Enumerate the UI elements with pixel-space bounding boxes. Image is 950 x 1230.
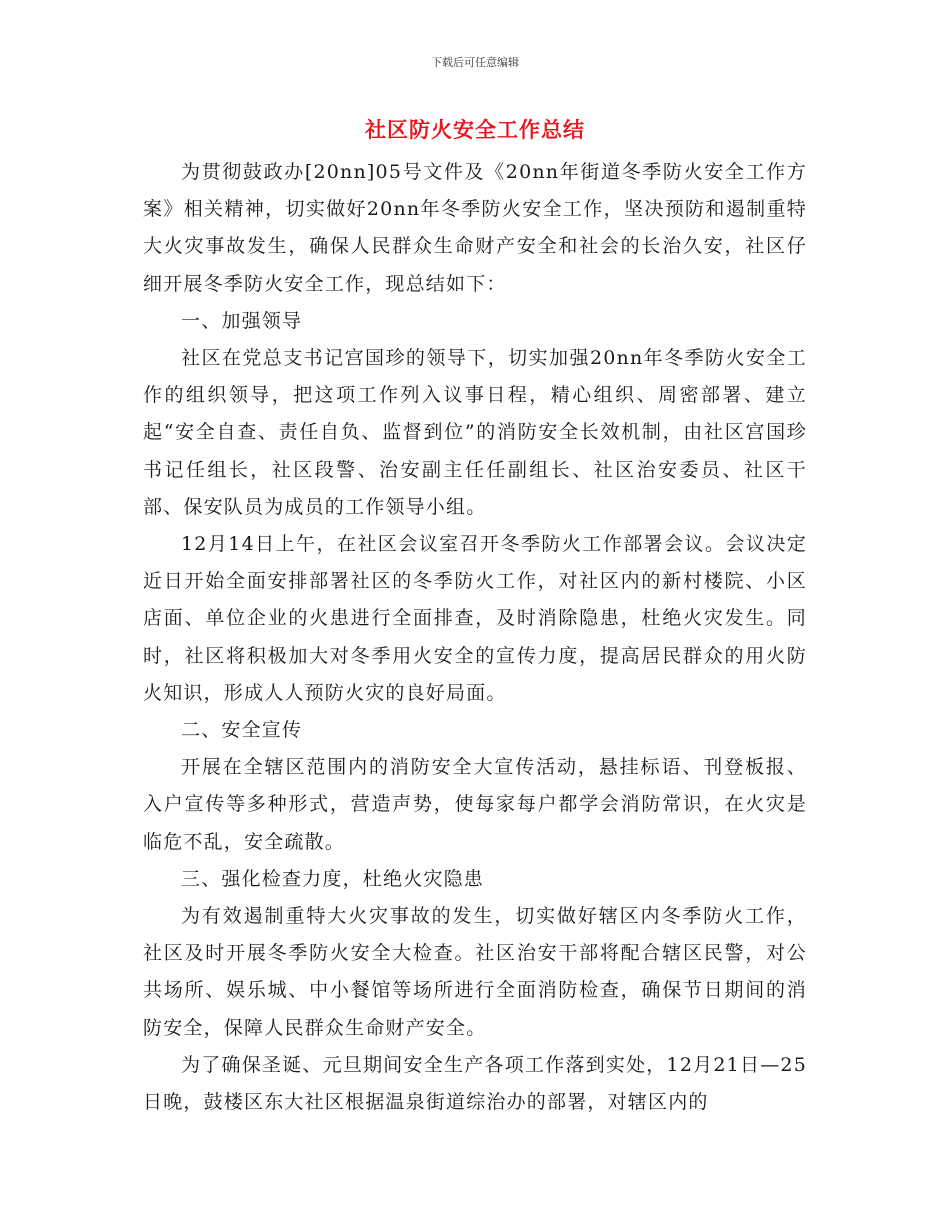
body-paragraph: 12月14日上午，在社区会议室召开冬季防火工作部署会议。会议决定近日开始全面安排部署社区的冬季防火工作，对社区内的新村楼院、小区店面、单位企业的火患进行全面排查，及时消除隐患，杜绝火灾发生。同时，社区将积极加大对冬季用火安全的宣传力度，提高居民群众的用火防火知识，形成人人预防火灾的良好局面。 bbox=[143, 533, 807, 704]
body-paragraph: 为了确保圣诞、元旦期间安全生产各项工作落到实处，12月21日—25日晚，鼓楼区东大社区根据温泉街道综治办的部署，对辖区内的 bbox=[143, 1053, 807, 1114]
document-body bbox=[143, 154, 807, 1121]
body-paragraph: 为有效遏制重特大火灾事故的发生，切实做好辖区内冬季防火工作，社区及时开展冬季防火安全大检查。社区治安干部将配合辖区民警，对公共场所、娱乐城、中小餐馆等场所进行全面消防检查，确保节日期间的消防安全，保障人民群众生命财产安全。 bbox=[143, 905, 807, 1039]
section-heading-2: 二、安全宣传 bbox=[181, 719, 303, 742]
section-heading-3: 三、强化检查力度，杜绝火灾隐患 bbox=[181, 867, 485, 890]
header-note: 下载后可任意编辑 bbox=[431, 56, 519, 69]
intro-paragraph: 为贯彻鼓政办[20nn]05号文件及《20nn年街道冬季防火安全工作方案》相关精神，切实做好20nn年冬季防火安全工作，坚决预防和遏制重特大火灾事故发生，确保人民群众生命财产安全和社会的长治久安，社区仔细开展冬季防火安全工作，现总结如下： bbox=[143, 161, 807, 295]
body-paragraph: 开展在全辖区范围内的消防安全大宣传活动，悬挂标语、刊登板报、入户宣传等多种形式，营造声势，使每家每户都学会消防常识，在火灾是临危不乱，安全疏散。 bbox=[143, 756, 807, 853]
document-title: 社区防火安全工作总结 bbox=[365, 118, 585, 142]
body-paragraph: 社区在党总支书记宫国珍的领导下，切实加强20nn年冬季防火安全工作的组织领导，把这项工作列入议事日程，精心组织、周密部署、建立起“安全自查、责任自负、监督到位”的消防安全长效机制，由社区宫国珍书记任组长，社区段警、治安副主任任副组长、社区治安委员、社区干部、保安队员为成员的工作领导小组。 bbox=[143, 347, 807, 518]
section-heading-1: 一、加强领导 bbox=[181, 309, 303, 332]
